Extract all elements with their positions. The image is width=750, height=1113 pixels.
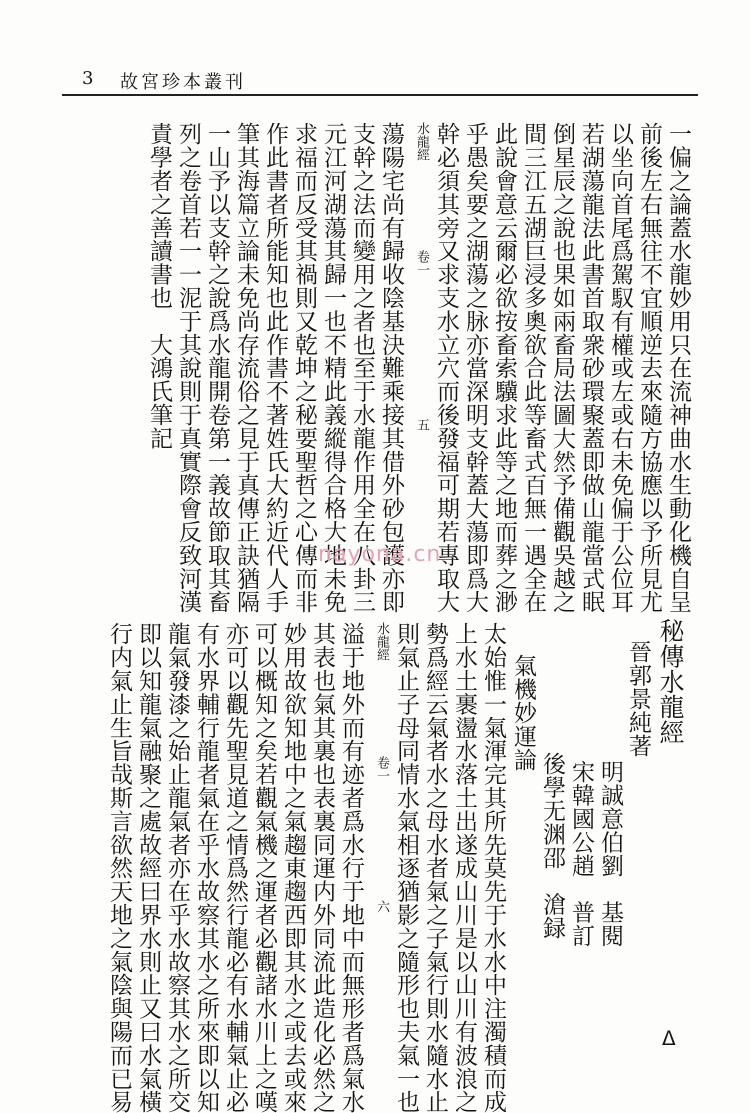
preface-signature-line: 責學者之善讀書也 大鴻氏筆記 bbox=[146, 122, 172, 450]
chapter-title: 氣機妙運論 bbox=[510, 654, 536, 771]
preface-line: 此說會意云爾必欲按畜索驥求此等之地而葬之渺 bbox=[491, 122, 517, 614]
reviser-line: 宋韓國公趙 普訂 bbox=[568, 760, 594, 948]
preface-line: 元江河湖蕩其歸一也不精此義縱得合格大地未免 bbox=[320, 122, 346, 614]
corner-mark: ᐃ bbox=[662, 1026, 676, 1050]
preface-line: 若湖蕩龍法此書首取衆砂環聚蓋即做山龍當式眠 bbox=[578, 122, 604, 614]
body-line: 溢于地外而有迹者爲水行于地中而無形者爲氣水 bbox=[338, 622, 364, 1113]
page-number: 3 bbox=[82, 68, 94, 89]
folio-label: 卷一 bbox=[374, 756, 389, 782]
watermark: nayona.cn bbox=[318, 542, 442, 567]
margin-book-title: 水龍經 bbox=[374, 622, 389, 661]
body-line: 其表也氣其裏也表裏同運内外同流此造化必然之 bbox=[309, 622, 335, 1113]
preface-line: 乎愚矣要之湖蕩之脉亦當深明支幹蓋大蕩即爲大 bbox=[462, 122, 488, 614]
body-line: 太始惟一氣渾完其所先莫先于水水中注濁積而成 bbox=[480, 622, 506, 1113]
folio-number: 五 bbox=[414, 418, 429, 431]
series-title: 故宮珍本叢刊 bbox=[120, 72, 246, 93]
margin-book-title: 水龍經 bbox=[414, 122, 429, 161]
reviser-line: 明誠意伯劉 基閱 bbox=[597, 760, 623, 948]
preface-line: 幹必須其旁又求支水立穴而後發福可期若專取大 bbox=[433, 122, 459, 614]
body-line: 有水界輔行龍者氣在乎水故察其水之所來即以知 bbox=[193, 622, 219, 1113]
preface-line: 蕩陽宅尚有歸收陰基決難乘接其借外砂包護亦即 bbox=[378, 122, 404, 614]
book-title: 秘傳水龍經 bbox=[656, 618, 685, 745]
body-line: 行内氣止生旨哉斯言欲然天地之氣陰與陽而已易 bbox=[106, 622, 132, 1113]
preface-line: 一山予以支幹之說爲水龍開卷第一義故節取其畜 bbox=[204, 122, 230, 614]
header-rule bbox=[62, 94, 698, 96]
body-line: 即以知龍氣融聚之處故經曰界水則止又曰水氣橫 bbox=[135, 622, 161, 1113]
preface-line: 一偏之論蓋水龍妙用只在流神曲水生動化機自呈 bbox=[665, 122, 691, 614]
folio-number: 六 bbox=[374, 900, 389, 913]
running-head bbox=[62, 68, 692, 94]
body-line: 龍氣發漆之始止龍氣者亦在乎水故察其水之所交 bbox=[164, 622, 190, 1113]
preface-line: 前後左右無往不宜順逆去來隨方協應以予所見尤 bbox=[636, 122, 662, 614]
preface-line: 間三江五湖巨浸多奧欲合此等畜式百無一遇全在 bbox=[520, 122, 546, 614]
reviser-line: 後學无渊邵 滄録 bbox=[539, 752, 565, 940]
body-line: 勢爲經云氣者水之母水者氣之子氣行則水隨水止 bbox=[422, 622, 448, 1113]
body-line: 可以概知之矣若觀氣機之運者必觀諸水川上之嘆 bbox=[251, 622, 277, 1113]
author-line: 晉郭景純著 bbox=[625, 640, 651, 757]
body-line: 妙用故欲知地中之氣趨東趨西即其水之或去或來 bbox=[280, 622, 306, 1113]
preface-line: 列之卷首若一一泥于其說則于真實際會反致河漢 bbox=[175, 122, 201, 614]
preface-line: 求福而反受其禍則又乾坤之秘要聖哲之心傳而非 bbox=[291, 122, 317, 614]
preface-line: 支幹之法而變用之者也至于水龍作用全在八卦三 bbox=[349, 122, 375, 614]
preface-line: 以坐向首尾爲駕馭有權或左或右未免偏于公位耳 bbox=[607, 122, 633, 614]
body-line: 上水土裹盪水落土出遂成山川是以山川有波浪之 bbox=[451, 622, 477, 1113]
folio-label: 卷一 bbox=[414, 250, 429, 276]
body-line: 則氣止子母同情水氣相逐猶影之隨形也夫氣一也 bbox=[393, 622, 419, 1113]
preface-line: 筆其海篇立論未免尚存流俗之見于真傳正訣猶隔 bbox=[233, 122, 259, 614]
preface-line: 倒星辰之說也果如兩畜局法圖大然予備觀吳越之 bbox=[549, 122, 575, 614]
preface-line: 作此書者所能知也此作書不著姓氏大約近代人手 bbox=[262, 122, 288, 614]
body-line: 亦可以觀先聖見道之情爲然行龍必有水輔氣止必 bbox=[222, 622, 248, 1113]
